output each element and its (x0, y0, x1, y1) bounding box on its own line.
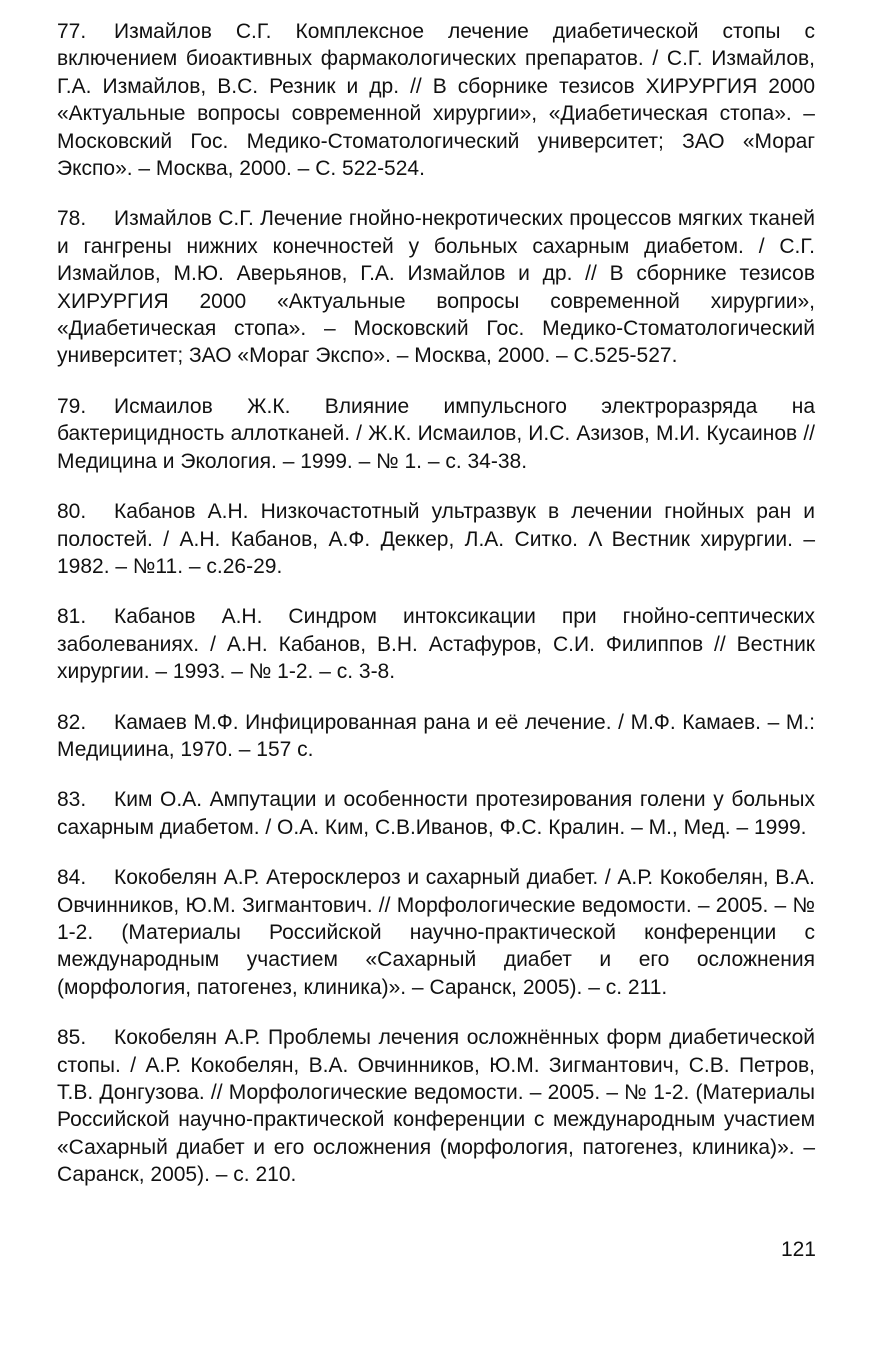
reference-number: 85. (57, 1026, 87, 1050)
reference-text: Кабанов А.Н. Синдром интоксикации при гнойно-септических заболеваниях. / А.Н. Кабанов, В.Н. Астафуров, С.И. Филиппов // Вестник хирургии. – 1993. – № 1-2. – с. 3-8. (57, 605, 815, 684)
reference-number: 77. (57, 20, 87, 43)
reference-item-81 (57, 603, 815, 685)
page-number: 121 (780, 1238, 816, 1261)
reference-text: Измайлов С.Г. Комплексное лечение диабетической стопы с включением биоактивных фармакологических препаратов. / С.Г. Измайлов, Г.А. Измайлов, В.С. Резник и др. // В сборнике тезисов ХИРУРГИЯ 2000 «Актуальные вопросы современной хирургии», «Диабетическая стопа». – Московский Гос. Медико-Стоматологический университет; ЗАО «Мораг Экспо». – Москва, 2000. – С. 522-524. (57, 20, 815, 181)
reference-item-78 (57, 205, 815, 369)
reference-text: Кокобелян А.Р. Атеросклероз и сахарный диабет. / А.Р. Кокобелян, В.А. Овчинников, Ю.М. Зигмантович. // Морфологические ведомости. – 2005. – № 1-2. (Материалы Российской научно-практической конференции с международным участием «Сахарный диабет и его осложнения (морфология, патогенез, клиника)». – Саранск, 2005). – с. 211. (57, 866, 815, 999)
reference-number: 84. (57, 866, 87, 890)
reference-list (57, 18, 815, 1212)
reference-number: 82. (57, 710, 87, 734)
reference-text: Измайлов С.Г. Лечение гнойно-некротических процессов мягких тканей и гангрены нижних конечностей у больных сахарным диабетом. / С.Г. Измайлов, М.Ю. Аверьянов, Г.А. Измайлов и др. // В сборнике тезисов ХИРУРГИЯ 2000 «Актуальные вопросы современной хирургии», «Диабетическая стопа». – Московский Гос. Медико-Стоматологический университет; ЗАО «Мораг Экспо». – Москва, 2000. – С.525-527. (57, 207, 815, 368)
reference-item-79 (57, 393, 815, 475)
reference-item-85 (57, 1024, 815, 1188)
reference-text: Кабанов А.Н. Низкочастотный ультразвук в лечении гнойных ран и полостей. / А.Н. Кабанов, А.Ф. Деккер, Л.А. Ситко. Λ Вестник хирургии. – 1982. – №11. – с.26-29. (57, 500, 815, 578)
reference-text: Исмаилов Ж.К. Влияние импульсного электроразряда на бактерицидность аллотканей. / Ж.К. Исмаилов, И.С. Азизов, М.И. Кусаинов // Медицина и Экология. – 1999. – № 1. – с. 34-38. (57, 394, 815, 473)
reference-text: Кокобелян А.Р. Проблемы лечения осложнённых форм диабетической стопы. / А.Р. Кокобелян, В.А. Овчинников, Ю.М. Зигмантович, С.В. Петров, Т.В. Донгузова. // Морфологические ведомости. – 2005. – № 1-2. (Материалы Российской научно-практической конференции с международным участием «Сахарный диабет и его осложнения (морфология, патогенез, клиника)». – Саранск, 2005). – с. 210. (57, 1026, 815, 1187)
reference-item-84 (57, 864, 815, 1001)
reference-number: 79. (57, 394, 87, 418)
reference-item-83 (57, 786, 815, 841)
reference-number: 80. (57, 500, 87, 524)
reference-number: 78. (57, 207, 87, 231)
reference-number: 83. (57, 788, 87, 812)
reference-item-82 (57, 709, 815, 764)
reference-text: Камаев М.Ф. Инфицированная рана и её лечение. / М.Ф. Камаев. – М.: Медициина, 1970. – 157 с. (57, 710, 815, 761)
reference-item-77 (57, 18, 815, 182)
reference-text: Ким О.А. Ампутации и особенности протезирования голени у больных сахарным диабетом. / О.А. Ким, С.В.Иванов, Ф.С. Кралин. – М., Мед. – 1999. (57, 788, 815, 839)
reference-item-80 (57, 498, 815, 580)
reference-number: 81. (57, 605, 87, 629)
